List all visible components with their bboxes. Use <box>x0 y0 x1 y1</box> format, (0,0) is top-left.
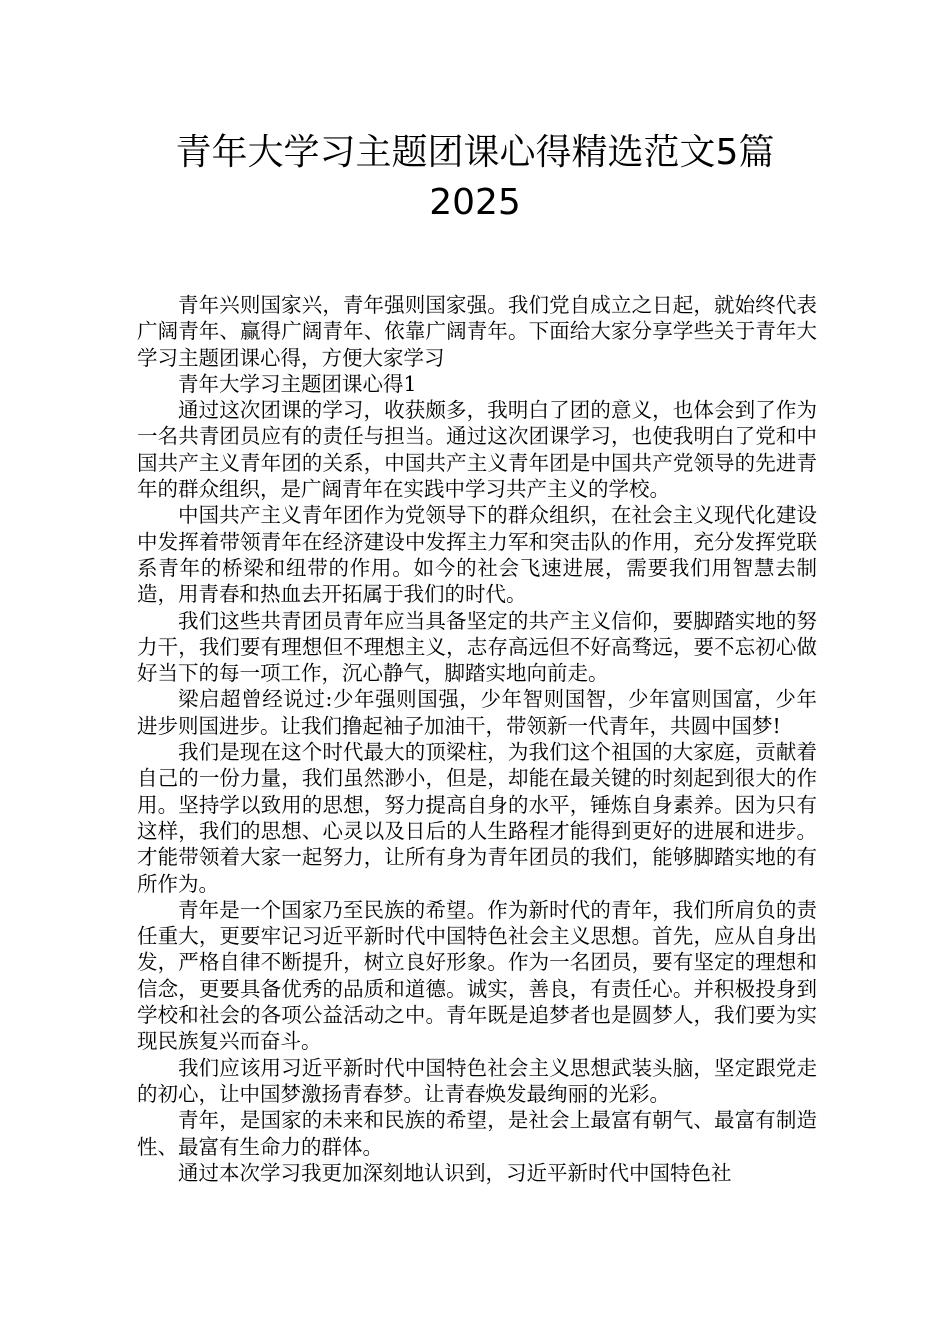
title-line-2: 2025 <box>429 182 521 223</box>
title-line-1: 青年大学习主题团课心得精选范文5篇 <box>175 132 775 173</box>
body-paragraph: 梁启超曾经说过:少年强则国强，少年智则国智，少年富则国富，少年进步则国进步。让我们撸起袖子加油干，带领新一代青年，共圆中国梦! <box>137 687 817 738</box>
body-paragraph: 通过这次团课的学习，收获颇多，我明白了团的意义，也体会到了作为一名共青团员应有的责任与担当。通过这次团课学习，也使我明白了党和中国共产主义青年团的关系，中国共产主义青年团是中国共产党领导的先进青年的群众组织，是广阔青年在实践中学习共产主义的学校。 <box>137 398 817 502</box>
body-paragraph: 青年，是国家的未来和民族的希望，是社会上最富有朝气、最富有制造性、最富有生命力的群体。 <box>137 1108 817 1159</box>
body-paragraph: 我们是现在这个时代最大的顶梁柱，为我们这个祖国的大家庭，贡献着自己的一份力量，我们虽然渺小，但是，却能在最关键的时刻起到很大的作用。坚持学以致用的思想，努力提高自身的水平，锤炼自身素养。因为只有这样，我们的思想、心灵以及日后的人生路程才能得到更好的进展和进步。才能带领着大家一起努力，让所有身为青年团员的我们，能够脚踏实地的有所作为。 <box>137 740 817 896</box>
body-paragraph: 我们应该用习近平新时代中国特色社会主义思想武装头脑，坚定跟党走的初心，让中国梦激扬青春梦。让青春焕发最绚丽的光彩。 <box>137 1055 817 1106</box>
document-title <box>100 128 850 228</box>
section-heading: 青年大学习主题团课心得1 <box>178 371 417 396</box>
body-paragraph: 青年是一个国家乃至民族的希望。作为新时代的青年，我们所肩负的责任重大，更要牢记习近平新时代中国特色社会主义思想。首先，应从自身出发，严格自律不断提升，树立良好形象。作为一名团员，要有坚定的理想和信念，更要具备优秀的品质和道德。诚实，善良，有责任心。并积极投身到学校和社会的各项公益活动之中。青年既是追梦者也是圆梦人，我们要为实现民族复兴而奋斗。 <box>137 897 817 1054</box>
body-paragraph: 中国共产主义青年团作为党领导下的群众组织，在社会主义现代化建设中发挥着带领青年在经济建设中发挥主力军和突击队的作用，充分发挥党联系青年的桥梁和纽带的作用。如今的社会飞速进展，需要我们用智慧去制造，用青春和热血去开拓属于我们的时代。 <box>137 503 817 607</box>
intro-paragraph: 青年兴则国家兴，青年强则国家强。我们党自成立之日起，就始终代表广阔青年、赢得广阔青年、依靠广阔青年。下面给大家分享学些关于青年大学习主题团课心得，方便大家学习 <box>137 293 817 370</box>
document-body <box>137 292 817 1186</box>
body-paragraph: 我们这些共青团员青年应当具备坚定的共产主义信仰，要脚踏实地的努力干，我们要有理想但不理想主义，志存高远但不好高骛远，要不忘初心做好当下的每一项工作，沉心静气，脚踏实地向前走。 <box>137 608 817 686</box>
body-paragraph: 通过本次学习我更加深刻地认识到，习近平新时代中国特色社 <box>178 1160 732 1185</box>
